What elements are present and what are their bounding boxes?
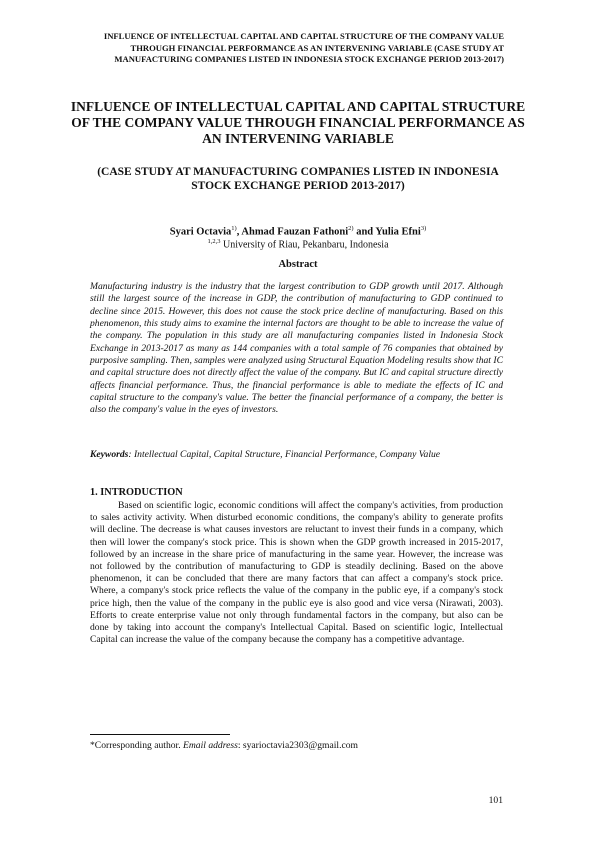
footnote-email: : syarioctavia2303@gmail.com: [237, 740, 359, 751]
footnote-label: Email address: [183, 740, 238, 751]
paper-title: INFLUENCE OF INTELLECTUAL CAPITAL AND CAPITAL STRUCTURE OF THE COMPANY VALUE THROUGH FINANCIAL PERFORMANCE AS AN INTERVENING VARIABLE: [70, 99, 526, 146]
author-marker: 2): [348, 225, 354, 232]
keywords-label: Keywords: [90, 449, 129, 460]
author-marker: 3): [420, 225, 427, 232]
affiliation-text: University of Riau, Pekanbaru, Indonesia: [220, 239, 389, 251]
footnote-divider: [90, 734, 230, 735]
abstract-text: Manufacturing industry is the industry that the largest contribution to GDP growth until 2017. Although still the largest source of the increase in GDP, the contribution of manufacturing to GDP continued to decline since 2015. However, this does not cause the stock price decline of manufacturing. Based on this phenomenon, this study aims to examine the internal factors are thought to be able to increase the value of the company. The population in this study are all manufacturing companies listed in Indonesia Stock Exchange in 2013-2017 as many as 144 companies with a total sample of 76 companies that obtained by purposive sampling. Then, samples were analyzed using Structural Equation Modeling results show that IC and capital structure does not directly affect the value of the company. But IC and capital structure directly affects financial performance. Thus, the financial performance is able to mediate the effects of IC and capital structure to the company's value. The better the financial performance of a company, the better is also the company's value in the eyes of investors.: [90, 281, 503, 416]
keywords-text: : Intellectual Capital, Capital Structure, Financial Performance, Company Value: [128, 449, 441, 460]
running-head: INFLUENCE OF INTELLECTUAL CAPITAL AND CAPITAL STRUCTURE OF THE COMPANY VALUE THROUGH FINANCIAL PERFORMANCE AS AN INTERVENING VARIABLE (CASE STUDY AT MANUFACTURING COMPANIES LISTED IN INDONESIA STOCK EXCHANGE PERIOD 2013-2017): [103, 31, 504, 64]
affiliation: [60, 236, 536, 251]
section-heading: 1. INTRODUCTION: [90, 487, 183, 498]
body-paragraph: Based on scientific logic, economic conditions will affect the company's activities, from production to sales activity activity. When disturbed economic conditions, the company's ability to generate profits will decline. The decrease is what causes investors are reluctant to invest their funds in a company, which then will lower the company's stock price. This is shown when the GDP growth increased in 2015-2017, followed by an increase in the share price of manufacturing in the same year. However, the increase was not followed by the contribution of manufacturing to GDP is steadily declining. Based on the above phenomenon, it can be concluded that there are many factors that can affect a company's stock price. Where, a company's stock price reflects the value of the company in the public eye, if a company's stock price high, then the value of the company in the public eye is also good and vice versa (Nirawati, 2003). Efforts to create enterprise value not only through fundamental factors in the company, but also can be done by taking into account the company's Intellectual Capital. Based on scientific logic, Intellectual Capital can increase the value of the company because the company has a competitive advantage.: [90, 500, 503, 646]
footnote: [90, 740, 358, 751]
paper-subtitle: (CASE STUDY AT MANUFACTURING COMPANIES LISTED IN INDONESIA STOCK EXCHANGE PERIOD 2013-2017): [97, 166, 499, 192]
keywords: [90, 449, 503, 461]
author-name: Yulia Efni: [375, 226, 421, 238]
footnote-prefix: *Corresponding author.: [90, 740, 183, 751]
author-name: Syari Octavia: [169, 226, 232, 238]
author-separator: ,: [236, 226, 242, 238]
author-marker: 1): [231, 225, 237, 232]
page-number: 101: [488, 795, 503, 806]
abstract-heading: Abstract: [278, 259, 318, 270]
author-name: Ahmad Fauzan Fathoni: [241, 226, 349, 238]
affiliation-marker: 1,2,3: [207, 238, 221, 245]
author-separator: and: [353, 226, 376, 238]
